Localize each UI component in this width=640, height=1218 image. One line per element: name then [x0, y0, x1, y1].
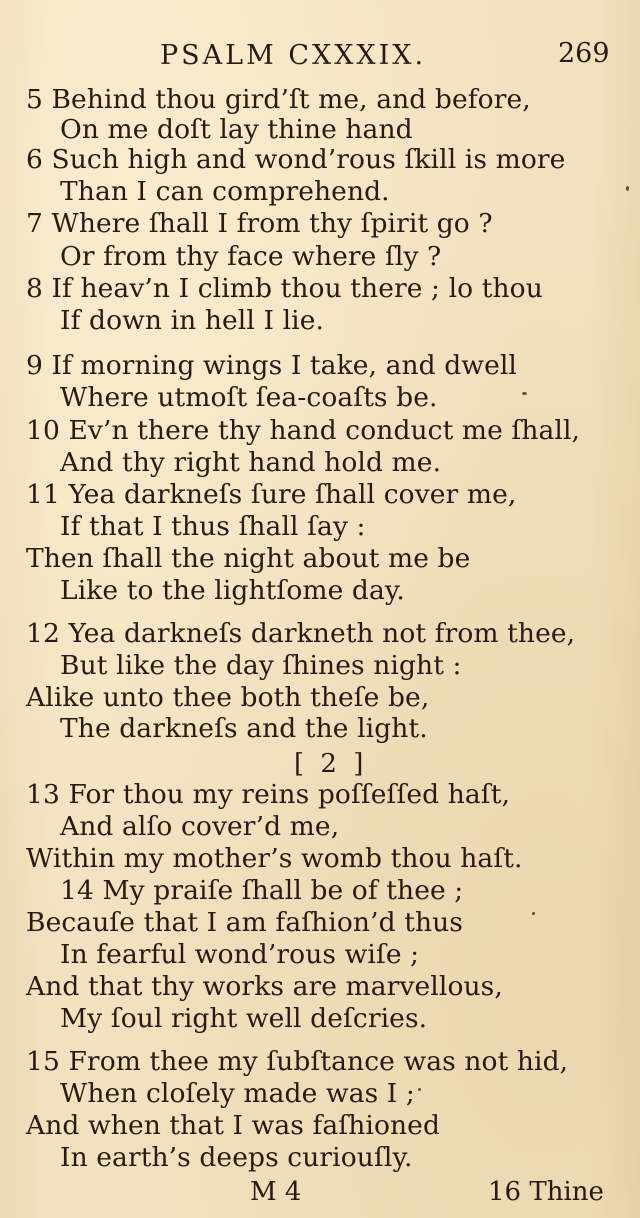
verse-line: 5 Behind thou gird’ſt me, and before,: [26, 84, 531, 115]
verse-line: When cloſely made was I ;: [60, 1078, 415, 1109]
ink-speck: [626, 186, 629, 191]
part-marker: [ 2 ]: [294, 749, 368, 779]
verse-line: 8 If heav’n I climb thou there ; lo thou: [26, 273, 543, 304]
verse-line: And thy right hand hold me.: [60, 447, 442, 478]
verse-line: And that thy works are marvellous,: [26, 971, 503, 1002]
verse-line: 11 Yea darkneſs ſure ſhall cover me,: [26, 479, 517, 510]
page-number: 269: [558, 38, 610, 69]
ink-speck: [522, 392, 527, 395]
verse-line: My ſoul right well deſcries.: [60, 1003, 428, 1034]
verse-line: If down in hell I lie.: [60, 305, 325, 336]
verse-line: On me doſt lay thine hand: [60, 114, 413, 145]
verse-line: 7 Where ſhall I from thy ſpirit go ?: [26, 208, 493, 239]
ink-speck: [532, 912, 535, 915]
catchword: 16 Thine: [488, 1177, 604, 1207]
running-title: PSALM CXXXIX.: [160, 40, 427, 71]
verse-line: In earth’s deeps curiouſly.: [60, 1142, 413, 1173]
verse-line: Becauſe that I am faſhion’d thus: [26, 907, 463, 938]
verse-line: Where utmoſt ſea-coaſts be.: [60, 382, 438, 413]
verse-line: And alſo cover’d me,: [60, 811, 340, 842]
ink-speck: [418, 1088, 421, 1091]
signature-mark: M 4: [250, 1177, 302, 1207]
verse-line: And when that I was faſhioned: [26, 1110, 441, 1141]
verse-line: 10 Ev’n there thy hand conduct me ſhall,: [26, 415, 581, 446]
verse-line: Within my mother’s womb thou haſt.: [26, 843, 523, 874]
verse-line: 14 My praiſe ſhall be of thee ;: [60, 875, 464, 906]
verse-line: 15 From thee my ſubſtance was not hid,: [26, 1046, 569, 1077]
verse-line: Alike unto thee both theſe be,: [26, 682, 430, 713]
verse-line: Then ſhall the night about me be: [26, 543, 471, 574]
verse-line: If that I thus ſhall ſay :: [60, 511, 366, 542]
verse-line: Than I can comprehend.: [60, 176, 390, 207]
verse-line: Like to the lightſome day.: [60, 575, 405, 606]
verse-line: The darkneſs and the light.: [60, 713, 428, 744]
verse-line: Or from thy face where ſly ?: [60, 241, 442, 272]
verse-line: 9 If morning wings I take, and dwell: [26, 350, 518, 381]
verse-line: But like the day ſhines night :: [60, 650, 462, 681]
verse-line: In fearful wond’rous wiſe ;: [60, 939, 420, 970]
verse-line: 13 For thou my reins poſſeſſed haſt,: [26, 779, 510, 810]
verse-line: 6 Such high and wond’rous ſkill is more: [26, 144, 566, 175]
verse-line: 12 Yea darkneſs darkneth not from thee,: [26, 618, 576, 649]
